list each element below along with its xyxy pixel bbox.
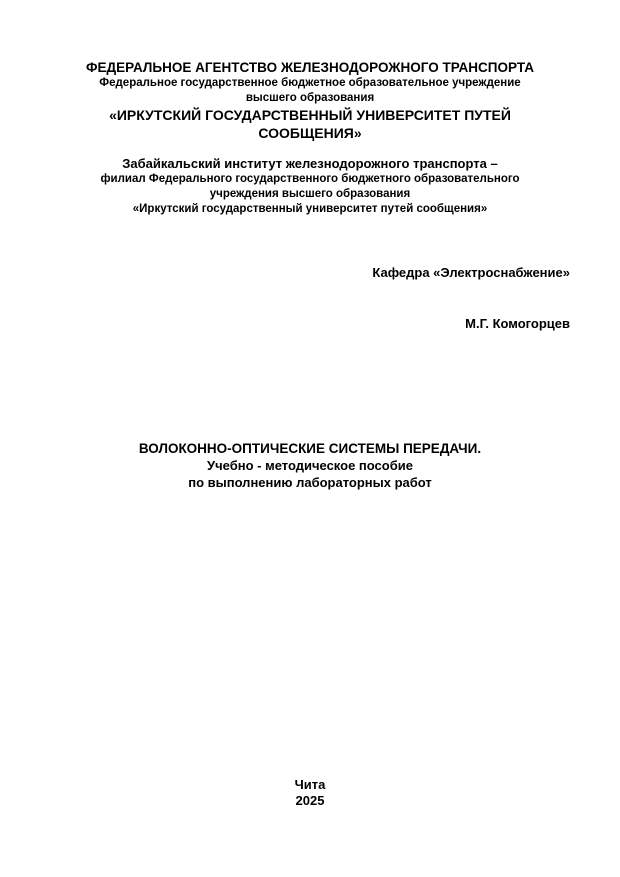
agency-header — [0, 59, 620, 142]
institute-header — [0, 156, 620, 217]
department: Кафедра «Электроснабжение» — [372, 265, 570, 280]
university-name-line1: «ИРКУТСКИЙ ГОСУДАРСТВЕННЫЙ УНИВЕРСИТЕТ ПУТЕЙ — [109, 107, 511, 123]
document-title — [0, 440, 620, 491]
imprint — [0, 777, 620, 809]
university-name-line2: СООБЩЕНИЯ» — [258, 125, 362, 141]
institute-name: Забайкальский институт железнодорожного транспорта – — [122, 156, 498, 171]
organization-type-line1: Федеральное государственное бюджетное образовательное учреждение — [99, 77, 521, 89]
organization-type-line2: высшего образования — [245, 92, 375, 104]
title-subtitle-line2: по выполнению лабораторных работ — [188, 475, 432, 490]
agency-name: ФЕДЕРАЛЬНОЕ АГЕНТСТВО ЖЕЛЕЗНОДОРОЖНОГО ТРАНСПОРТА — [86, 60, 534, 75]
institute-affiliation-line2: учреждения высшего образования — [209, 188, 411, 200]
city: Чита — [294, 777, 326, 792]
title-main: ВОЛОКОННО-ОПТИЧЕСКИЕ СИСТЕМЫ ПЕРЕДАЧИ. — [138, 441, 482, 456]
institute-affiliation-line1: филиал Федерального государственного бюджетного образовательного — [100, 173, 520, 185]
institute-affiliation-line3: «Иркутский государственный университет путей сообщения» — [132, 203, 488, 215]
year: 2025 — [295, 793, 325, 808]
title-subtitle-line1: Учебно - методическое пособие — [207, 458, 413, 473]
author: М.Г. Комогорцев — [465, 316, 570, 331]
